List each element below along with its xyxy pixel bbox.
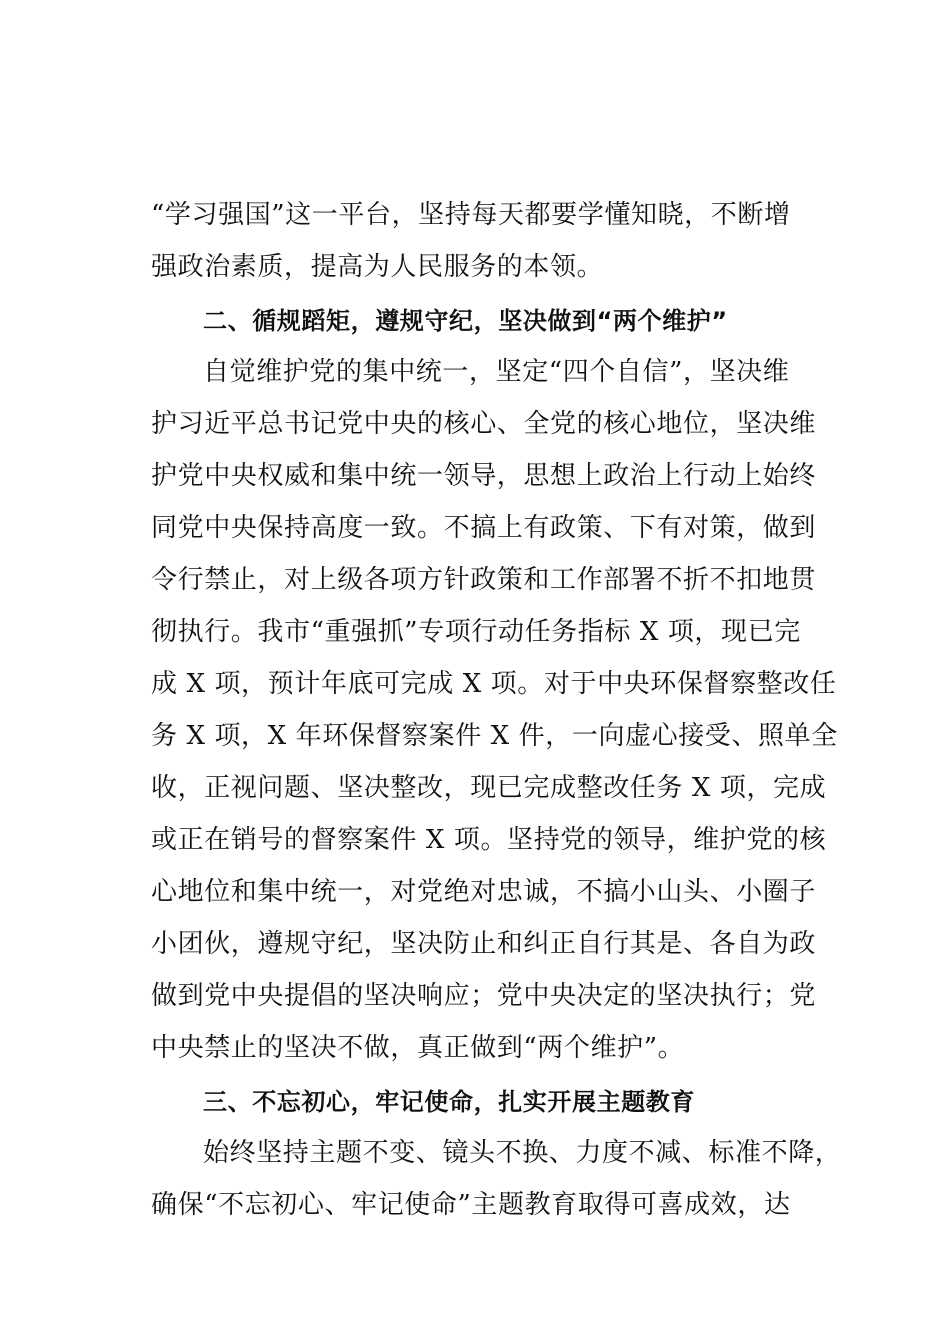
paragraph-line: 确保“不忘初心、牢记使命”主题教育取得可喜成效，达 [151,1190,791,1220]
section-heading-3: 三、不忘初心，牢记使命，扎实开展主题教育 [203,1088,695,1116]
paragraph-line: 始终坚持主题不变、镜头不换、力度不减、标准不降， [203,1138,842,1168]
paragraph-line: 同党中央保持高度一致。不搞上有政策、下有对策，做到 [151,513,817,543]
section-heading-2: 二、循规蹈矩，遵规守纪，坚决做到“两个维护” [203,307,728,335]
paragraph-line: 或正在销号的督察案件 X 项。坚持党的领导，维护党的核 [151,825,827,855]
paragraph-line: 小团伙，遵规守纪，坚决防止和纠正自行其是、各自为政 [151,929,817,959]
paragraph-line: 护习近平总书记党中央的核心、全党的核心地位，坚决维 [151,409,817,439]
paragraph-line: 心地位和集中统一，对党绝对忠诚，不搞小山头、小圈子 [151,877,817,907]
paragraph-line: 收，正视问题、坚决整改，现已完成整改任务 X 项，完成 [151,773,827,803]
paragraph-line: 强政治素质，提高为人民服务的本领。 [151,252,604,282]
paragraph-line: “学习强国”这一平台，坚持每天都要学懂知晓，不断增 [151,200,791,230]
paragraph-line: 彻执行。我市“重强抓”专项行动任务指标 X 项，现已完 [151,617,801,647]
paragraph-line: 令行禁止，对上级各项方针政策和工作部署不折不扣地贯 [151,565,817,595]
paragraph-line: 做到党中央提倡的坚决响应；党中央决定的坚决执行；党 [151,981,817,1011]
paragraph-line: 护党中央权威和集中统一领导，思想上政治上行动上始终 [151,461,817,491]
paragraph-line: 成 X 项，预计年底可完成 X 项。对于中央环保督察整改任 [151,669,837,699]
paragraph-line: 务 X 项，X 年环保督察案件 X 件，一向虚心接受、照单全 [151,721,838,751]
paragraph-line: 中央禁止的坚决不做，真正做到“两个维护”。 [151,1033,685,1063]
paragraph-line: 自觉维护党的集中统一，坚定“四个自信”，坚决维 [203,357,790,387]
